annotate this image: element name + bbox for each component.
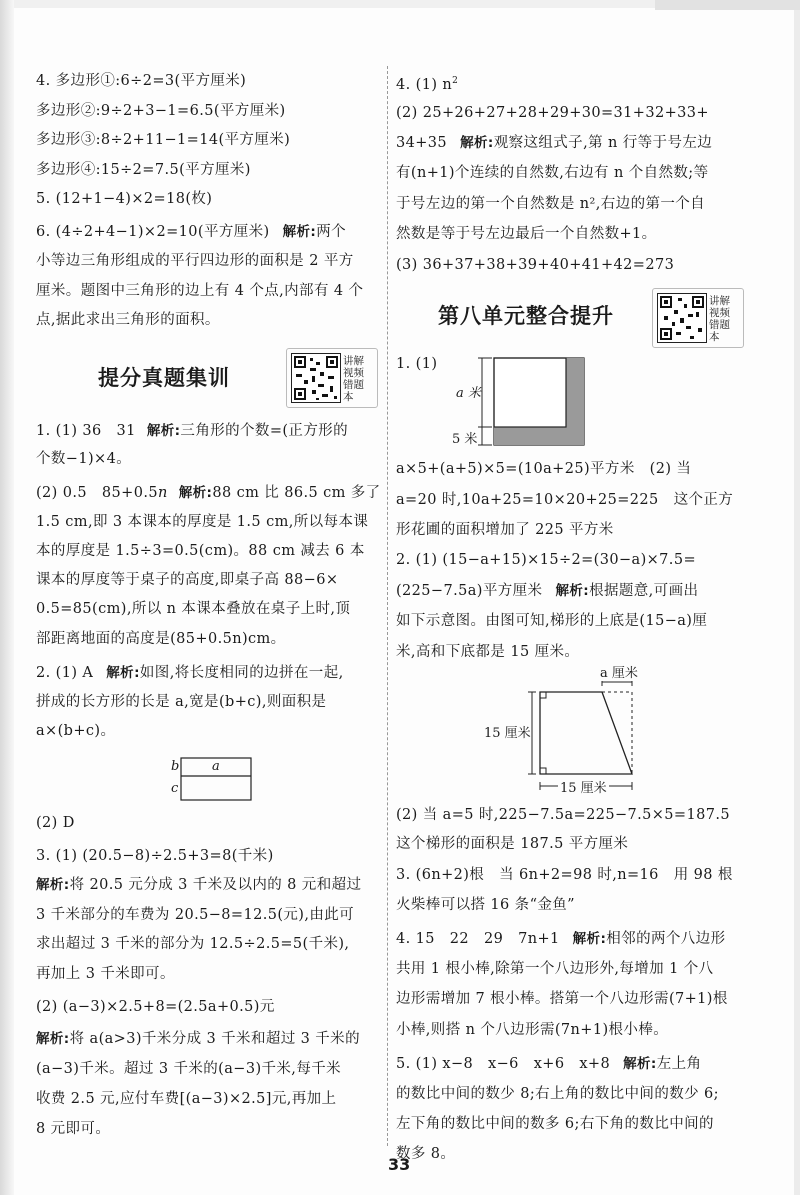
s1-line3: a=20 时,10a+25=10×20+25=225 这个正方: [396, 492, 734, 508]
s5-line4: 数多 8。: [396, 1146, 456, 1162]
t1-line5: 本的厚度是 1.5÷3=0.5(cm)。88 cm 减去 6 本: [36, 543, 365, 559]
r4-line5: 于号左边的第一个自然数是 n²,右边的第一个自: [396, 196, 706, 212]
qr-caption-1: 讲解: [343, 355, 364, 367]
t2-answer: 2. (1) A: [36, 665, 94, 681]
s4-analysis: 相邻的两个八边形: [606, 931, 726, 947]
t2-analysis: 如图,将长度相同的边拼在一起,: [139, 665, 344, 681]
t2-part2: (2) D: [36, 815, 75, 831]
s4-answer: 4. 15 22 29 7n+1: [396, 931, 560, 947]
qr-caption: [709, 295, 735, 343]
r4-line4: 有(n+1)个连续的自然数,右边有 n 个自然数;等: [396, 165, 709, 181]
qr-code-icon[interactable]: [657, 293, 707, 343]
t1-line3: (2) 0.5 85+0.5n 解析:88 cm 比 86.5 cm 多了: [36, 485, 381, 501]
r4-line6: 然数是等于号左边最后一个自然数+1。: [396, 226, 657, 242]
analysis-label: 解析:: [623, 1056, 657, 1072]
s2-analysis: 根据题意,可画出: [589, 583, 699, 599]
fig1-label-a: a 米: [456, 386, 481, 401]
analysis-label: 解析:: [555, 583, 590, 599]
t3-line6: (2) (a−3)×2.5+8=(2.5a+0.5)元: [36, 999, 275, 1015]
t3-line4: 求出超过 3 千米的部分为 12.5÷2.5=5(千米),: [36, 936, 350, 952]
t1-line4: 1.5 cm,即 3 本课本的厚度是 1.5 cm,所以每本课: [36, 514, 369, 530]
qr-caption: [343, 355, 369, 403]
qr-box-2: [652, 288, 744, 348]
r4-answer: 4. (1) n: [396, 76, 453, 93]
fig2-label-left: 15 厘米: [484, 722, 531, 741]
fig-label-c: c: [171, 781, 179, 796]
r4-line3: [396, 130, 712, 157]
s1-line2: a×5+(a+5)×5=(10a+25)平方米 (2) 当: [396, 461, 692, 477]
answer-4-line4: 多边形④:15÷2=7.5(平方厘米): [36, 162, 251, 178]
s2-line1: 2. (1) (15−a+15)×15÷2=(30−a)×7.5=: [396, 552, 696, 568]
answer-5: 5. (12+1−4)×2=18(枚): [36, 191, 213, 207]
t3-line2: [36, 872, 361, 899]
fig2-label-top: a 厘米: [600, 662, 638, 681]
t2-line2: 拼成的长方形的长是 a,宽是(b+c),则面积是: [36, 694, 327, 710]
s5-line3: 左下角的数比中间的数多 6;右下角的数比中间的: [396, 1116, 714, 1132]
answer-4-line1: 4. 多边形①:6÷2=3(平方厘米): [36, 73, 247, 89]
scan-edge-right: [794, 0, 800, 1195]
s5-analysis: 左上角: [656, 1056, 702, 1072]
analysis-label: 解析:: [36, 1031, 70, 1047]
t1-line1: [36, 418, 348, 445]
analysis-label: 解析:: [282, 224, 317, 240]
s5-line2: 的数比中间的数少 8;右上角的数比中间的数少 6;: [396, 1086, 719, 1102]
t3-analysis2: 将 a(a>3)千米分成 3 千米和超过 3 千米的: [69, 1031, 360, 1047]
answer-6-line2: 小等边三角形组成的平行四边形的面积是 2 平方: [36, 253, 354, 269]
t3-line10: 8 元即可。: [36, 1121, 111, 1137]
t3-line7: [36, 1026, 360, 1053]
fig-label-b: b: [171, 759, 180, 774]
t1-line8: 部距离地面的高度是(85+0.5n)cm。: [36, 631, 286, 647]
scan-tab: [655, 0, 800, 10]
t1-analysis2: 88 cm 比 86.5 cm 多了: [212, 485, 381, 501]
s5-answer: 5. (1) x−8 x−6 x+6 x+8: [396, 1056, 611, 1072]
t1-answer: 1. (1) 36 31: [36, 423, 136, 439]
rectangle-figure: [164, 756, 264, 806]
s1-line4: 形花圃的面积增加了 225 平方米: [396, 522, 614, 538]
t3-analysis: 将 20.5 元分成 3 千米及以内的 8 元和超过: [69, 877, 362, 893]
s3-line2: 火柴棒可以搭 16 条“金鱼”: [396, 897, 575, 913]
s4-line3: 边形需增加 7 根小棒。搭第一个八边形需(7+1)根: [396, 991, 728, 1007]
t1-answer2: (2) 0.5 85+0.5: [36, 485, 158, 501]
qr-caption-4: 本: [343, 391, 354, 403]
qr-box: [286, 348, 378, 408]
analysis-label: 解析:: [178, 485, 213, 501]
r4-analysis: 观察这组式子,第 n 行等于号左边: [493, 135, 713, 151]
t1-line7: 0.5=85(cm),所以 n 本课本叠放在桌子上时,顶: [36, 601, 351, 617]
s1-line1: 1. (1): [396, 356, 438, 372]
t2-line3: a×(b+c)。: [36, 723, 116, 739]
s2-answer: (225−7.5a)平方厘米: [396, 583, 543, 599]
s5-line1: [396, 1051, 701, 1078]
analysis-label: 解析:: [36, 877, 70, 893]
answer-4-line2: 多边形②:9÷2+3−1=6.5(平方厘米): [36, 103, 286, 119]
t1-line6: 课本的厚度等于桌子的高度,即桌子高 88−6×: [36, 572, 339, 588]
section-title-tifen: 提分真题集训: [98, 366, 230, 390]
square-figure: [452, 356, 596, 448]
t3-line8: (a−3)千米。超过 3 千米的(a−3)千米,每千米: [36, 1061, 342, 1077]
trapezoid-figure: [484, 664, 642, 804]
answer-6-line3: 厘米。题图中三角形的边上有 4 个点,内部有 4 个: [36, 283, 364, 299]
column-divider: [387, 66, 388, 1146]
t3-line5: 再加上 3 千米即可。: [36, 966, 175, 982]
s4-line4: 小棒,则搭 n 个八边形需(7n+1)根小棒。: [396, 1022, 669, 1038]
analysis-label: 解析:: [146, 423, 181, 439]
answer-6-formula: 6. (4÷2+4−1)×2=10(平方厘米): [36, 224, 270, 240]
fig-label-a: a: [212, 759, 220, 774]
fig1-label-5: 5 米: [452, 432, 478, 447]
qr-caption-3: 错题: [343, 379, 364, 391]
qr-caption-2: 视频: [709, 307, 730, 319]
t1-line2: 个数−1)×4。: [36, 451, 132, 467]
scan-edge-left: [0, 0, 14, 1195]
section-title-unit8: 第八单元整合提升: [438, 304, 614, 328]
qr-caption-1: 讲解: [709, 295, 730, 307]
analysis-label: 解析:: [106, 665, 140, 681]
analysis-label: 解析:: [572, 931, 607, 947]
t3-line3: 3 千米部分的车费为 20.5−8=12.5(元),由此可: [36, 907, 355, 923]
page-number: 33: [388, 1155, 411, 1174]
t3-line9: 收费 2.5 元,应付车费[(a−3)×2.5]元,再加上: [36, 1091, 337, 1107]
qr-caption-2: 视频: [343, 367, 364, 379]
qr-caption-4: 本: [709, 331, 720, 343]
answer-4-line3: 多边形③:8÷2+11−1=14(平方厘米): [36, 132, 291, 148]
s4-line2: 共用 1 根小棒,除第一个八边形外,每增加 1 个八: [396, 961, 714, 977]
r4-answer2: 34+35: [396, 135, 448, 151]
s2-line4: 米,高和下底都是 15 厘米。: [396, 644, 580, 660]
s2-line5: (2) 当 a=5 时,225−7.5a=225−7.5×5=187.5: [396, 807, 730, 823]
answer-6-line4: 点,据此求出三角形的面积。: [36, 312, 220, 328]
s2-line6: 这个梯形的面积是 187.5 平方厘米: [396, 836, 629, 852]
s3-line1: 3. (6n+2)根 当 6n+2=98 时,n=16 用 98 根: [396, 867, 733, 883]
qr-code-icon[interactable]: [291, 353, 341, 403]
t3-line1: 3. (1) (20.5−8)÷2.5+3=8(千米): [36, 848, 274, 864]
t2-line1: [36, 660, 344, 687]
s2-line3: 如下示意图。由图可知,梯形的上底是(15−a)厘: [396, 613, 708, 629]
answer-6-tail: 两个: [316, 224, 347, 240]
s2-line2: [396, 578, 698, 605]
fig2-label-bottom: 15 厘米: [558, 777, 609, 796]
answer-6-line1: [36, 219, 346, 246]
analysis-label: 解析:: [460, 135, 494, 151]
qr-caption-3: 错题: [709, 319, 730, 331]
r4-line7: (3) 36+37+38+39+40+41+42=273: [396, 257, 675, 273]
s4-line1: [396, 926, 725, 953]
r4-line1: [396, 68, 458, 99]
r4-line2: (2) 25+26+27+28+29+30=31+32+33+: [396, 105, 709, 121]
t1-analysis: 三角形的个数=(正方形的: [180, 423, 349, 439]
r4-sup: 2: [452, 76, 459, 86]
